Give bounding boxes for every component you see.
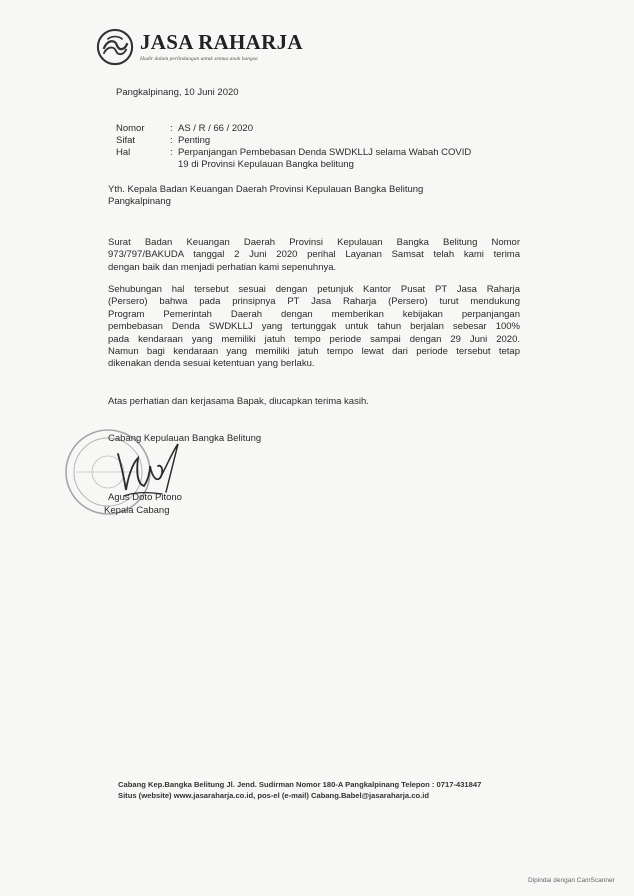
paragraph-line: pada kendaraan yang memiliki jatuh tempo periode sampai dengan 29 Juni 2020.	[108, 333, 520, 345]
paragraph-1	[108, 237, 520, 274]
paragraph-line: Sehubungan hal tersebut sesuai dengan petunjuk Kantor Pusat PT Jasa Raharja	[108, 284, 520, 295]
signatory-title: Kepala Cabang	[104, 505, 170, 516]
footer-address: Cabang Kep.Bangka Belitung Jl. Jend. Sudirman Nomor 180-A Pangkalpinang Telepon : 0717-431847	[118, 780, 482, 789]
company-tagline: Hadir dalam perlindungan untuk semua anak bangsa	[140, 56, 258, 62]
closing-sentence: Atas perhatian dan kerjasama Bapak, diucapkan terima kasih.	[108, 396, 369, 407]
recipient-city: Pangkalpinang	[108, 196, 171, 207]
paragraph-line: (Persero) bahwa pada prinsipnya PT Jasa Raharja (Persero) turut mendukung	[108, 296, 520, 308]
meta-value: 19 di Provinsi Kepulauan Bangka belitung	[178, 159, 354, 170]
recipient-line: Yth. Kepala Badan Keuangan Daerah Provinsi Kepulauan Bangka Belitung	[108, 184, 424, 195]
paragraph-line: Namun bagi kendaraan yang memiliki jatuh tempo lewat dari periode tersebut tetap	[108, 346, 520, 358]
meta-value: AS / R / 66 / 2020	[178, 123, 253, 134]
meta-label: Nomor	[116, 123, 145, 134]
paragraph-2	[108, 284, 520, 371]
meta-value: Penting	[178, 135, 211, 146]
paragraph-line: Surat Badan Keuangan Daerah Provinsi Kepulauan Bangka Belitung Nomor	[108, 237, 520, 248]
paragraph-line: Program Pemerintah Daerah dengan memberikan kebijakan perpanjangan	[108, 308, 520, 320]
signatory-name: Agus Doto Pitono	[108, 492, 182, 503]
meta-colon: :	[170, 147, 173, 158]
meta-label: Hal	[116, 147, 131, 158]
footer-website: Situs (website) www.jasaraharja.co.id, pos-el (e-mail) Cabang.Babel@jasaraharja.co.id	[118, 791, 429, 800]
place-date: Pangkalpinang, 10 Juni 2020	[116, 87, 239, 98]
paragraph-line: 973/797/BAKUDA tanggal 2 Juni 2020 perihal Layanan Samsat telah kami terima	[108, 249, 520, 261]
scanner-watermark: Dipindai dengan CamScanner	[528, 877, 615, 884]
meta-value: Perpanjangan Pembebasan Denda SWDKLLJ selama Wabah COVID	[178, 147, 472, 158]
paragraph-line: dengan baik dan menjadi perhatian kami sepenuhnya.	[108, 261, 337, 273]
letterhead-logo	[96, 26, 303, 70]
meta-colon: :	[170, 123, 173, 134]
meta-label: Sifat	[116, 135, 136, 146]
meta-colon: :	[170, 135, 173, 146]
signature-branch: Cabang Kepulauan Bangka Belitung	[108, 433, 262, 444]
paragraph-line: pembebasan Denda SWDKLLJ yang tertunggak untuk tahun berjalan sebesar 100%	[108, 321, 520, 333]
jasa-raharja-emblem-icon	[96, 28, 134, 66]
company-name: JASA RAHARJA	[140, 30, 303, 54]
paragraph-line: dikenakan denda sesuai ketentuan yang berlaku.	[108, 358, 315, 370]
